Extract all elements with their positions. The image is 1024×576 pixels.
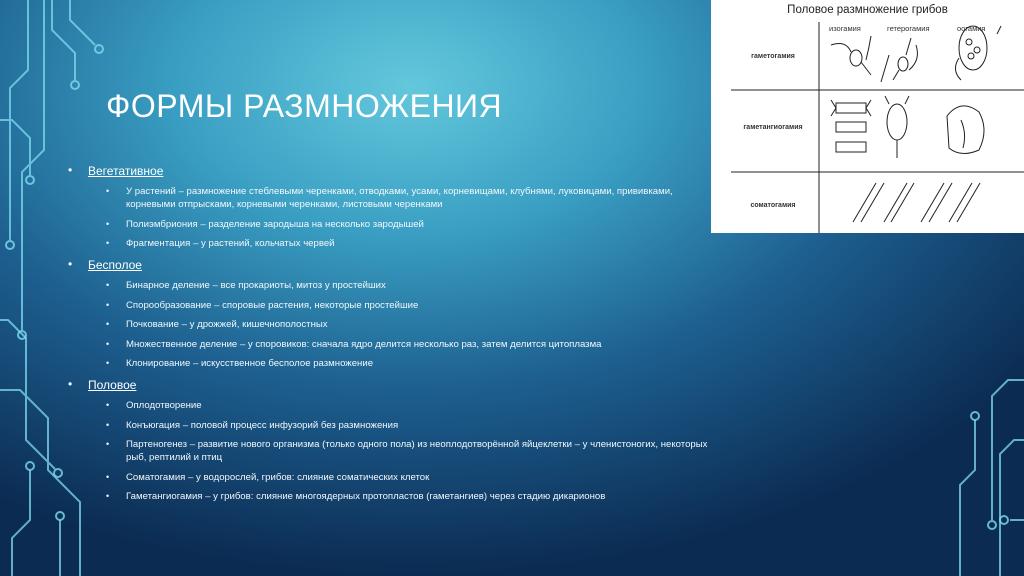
slide-title: ФОРМЫ РАЗМНОЖЕНИЯ — [106, 88, 503, 124]
list-item: • Гаметангиогамия – у грибов: слияние многоядерных протопластов (гаметангиев) через стадию дикарионов — [106, 491, 606, 502]
fungi-diagram — [711, 0, 1024, 233]
row-header: гаметогамия — [751, 53, 795, 60]
list-item: • Партеногенез – развитие нового организма (только одного пола) из неоплодотворённой яйцеклетки – у членистоногих, некоторых рыб, рептилий и птиц — [106, 439, 708, 463]
list-item: • У растений – размножение стеблевыми черенками, отводками, усами, корневищами, клубнями, луковицами, прививками, корневыми отпрысками, корневыми черенками, листовыми черенками — [106, 186, 673, 210]
fungi-reproduction-figure — [711, 0, 1024, 233]
list-item: • Почкование – у дрожжей, кишечнополостных — [106, 319, 328, 330]
row-header: гаметангиогамия — [743, 124, 803, 131]
list-item: • Полиэмбриония – разделение зародыша на несколько зародышей — [106, 218, 424, 230]
bullet: • — [68, 377, 73, 391]
figure-title: Половое размножение грибов — [787, 4, 948, 16]
bullet: • — [68, 257, 73, 271]
section-vegetative — [68, 164, 708, 250]
bullet: • — [68, 163, 73, 177]
section-label: Половое — [88, 378, 137, 392]
section-sexual — [68, 378, 708, 503]
list-item: • Спорообразование – споровые растения, некоторые простейшие — [106, 299, 419, 311]
row-header: соматогамия — [750, 202, 796, 209]
list-item: • Фрагментация – у растений, кольчатых червей — [106, 238, 335, 249]
section-label: Бесполое — [88, 258, 142, 272]
column-header: оогамия — [957, 24, 986, 33]
column-header: гетерогамия — [887, 24, 930, 33]
section-asexual — [68, 258, 708, 370]
list-item: • Оплодотворение — [106, 400, 202, 411]
list-item: • Бинарное деление – все прокариоты, митоз у простейших — [106, 280, 386, 291]
list-item: • Множественное деление – у споровиков: сначала ядро делится несколько раз, затем делится цитоплазма — [106, 338, 602, 350]
slide-content — [68, 164, 708, 511]
list-item: • Соматогамия – у водорослей, грибов: слияние соматических клеток — [106, 471, 430, 483]
list-item: • Конъюгация – половой процесс инфузорий без размножения — [106, 419, 399, 431]
section-label: Вегетативное — [88, 164, 164, 178]
column-header: изогамия — [829, 24, 861, 33]
list-item: • Клонирование – искусственное бесполое размножение — [106, 358, 374, 369]
